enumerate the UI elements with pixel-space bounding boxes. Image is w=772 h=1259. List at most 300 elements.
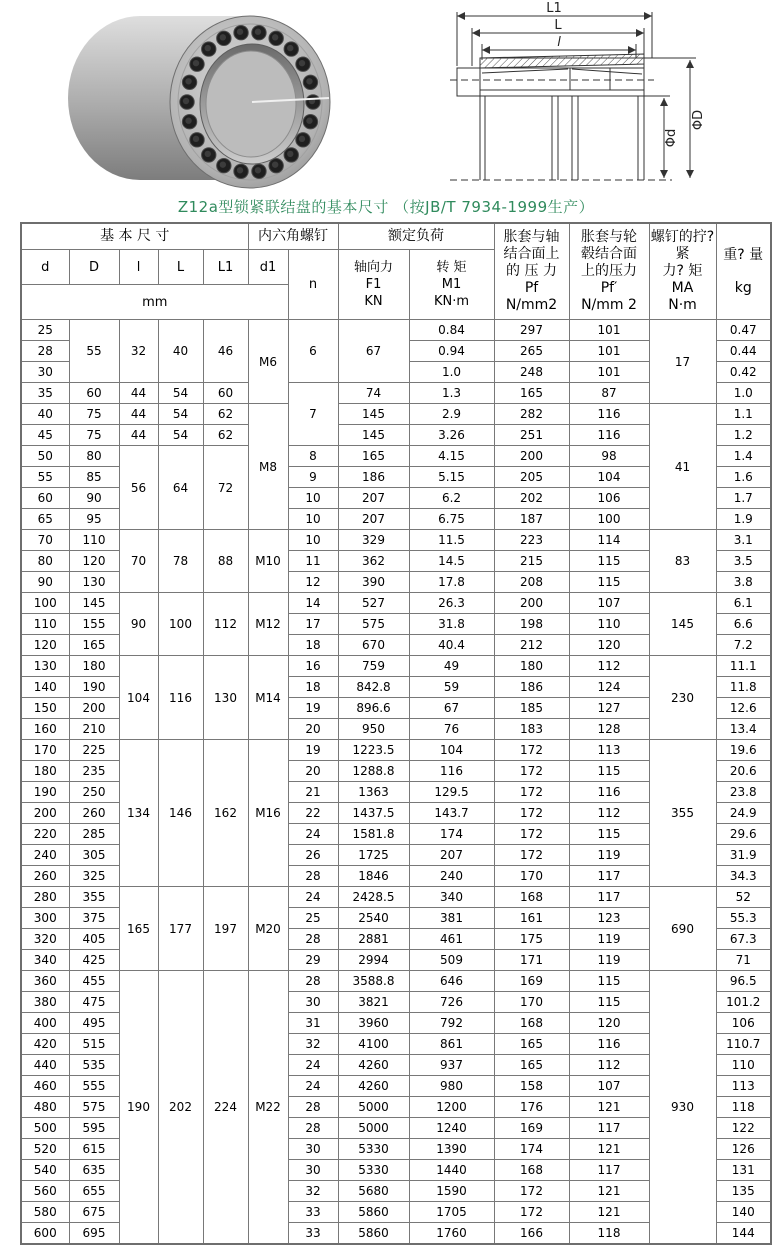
table-cell: 17 xyxy=(288,614,338,635)
table-cell: 116 xyxy=(569,425,649,446)
table-cell: 112 xyxy=(203,593,248,656)
table-cell: 100 xyxy=(569,509,649,530)
table-cell: 119 xyxy=(569,845,649,866)
table-cell: 2428.5 xyxy=(338,887,409,908)
table-cell: 230 xyxy=(649,656,716,740)
table-cell: 11.8 xyxy=(716,677,771,698)
table-cell: 170 xyxy=(21,740,69,761)
table-cell: 185 xyxy=(494,698,569,719)
table-cell: 31.8 xyxy=(409,614,494,635)
header-tightening-torque xyxy=(649,223,716,320)
table-cell: 560 xyxy=(21,1181,69,1202)
table-cell: 4260 xyxy=(338,1076,409,1097)
table-cell: 980 xyxy=(409,1076,494,1097)
table-cell: 67.3 xyxy=(716,929,771,950)
table-cell: 3821 xyxy=(338,992,409,1013)
table-cell: 161 xyxy=(494,908,569,929)
header-hex-screws: 内六角螺钉 xyxy=(248,223,338,250)
table-cell: 1.3 xyxy=(409,383,494,404)
dim-label-L: L xyxy=(554,18,562,33)
table-cell: 2540 xyxy=(338,908,409,929)
table-row xyxy=(21,740,771,761)
table-cell: 33 xyxy=(288,1202,338,1223)
table-cell: 128 xyxy=(569,719,649,740)
table-cell: 95 xyxy=(69,509,119,530)
table-cell: 172 xyxy=(494,803,569,824)
col-D: D xyxy=(69,250,119,285)
table-cell: 340 xyxy=(409,887,494,908)
table-cell: 169 xyxy=(494,971,569,992)
table-cell: 88 xyxy=(203,530,248,593)
table-cell: 87 xyxy=(569,383,649,404)
table-cell: 24 xyxy=(288,824,338,845)
table-cell: 162 xyxy=(203,740,248,887)
table-cell: 2.9 xyxy=(409,404,494,425)
table-cell: 120 xyxy=(21,635,69,656)
table-cell: 90 xyxy=(69,488,119,509)
table-cell: 635 xyxy=(69,1160,119,1181)
table-cell: 104 xyxy=(569,467,649,488)
table-cell: 405 xyxy=(69,929,119,950)
table-cell: 655 xyxy=(69,1181,119,1202)
table-cell: 107 xyxy=(569,1076,649,1097)
table-cell: 5330 xyxy=(338,1139,409,1160)
header-line: N/mm 2 xyxy=(581,297,637,313)
table-cell: 110 xyxy=(21,614,69,635)
table-cell: 126 xyxy=(716,1139,771,1160)
table-cell: 28 xyxy=(21,341,69,362)
col-d: d xyxy=(21,250,69,285)
table-cell: 355 xyxy=(69,887,119,908)
table-cell: 400 xyxy=(21,1013,69,1034)
table-cell: 172 xyxy=(494,1181,569,1202)
table-cell: 190 xyxy=(119,971,158,1245)
table-cell: 32 xyxy=(288,1034,338,1055)
table-cell: 3588.8 xyxy=(338,971,409,992)
table-cell: 55.3 xyxy=(716,908,771,929)
table-cell: 116 xyxy=(569,782,649,803)
col-L: L xyxy=(158,250,203,285)
table-cell: 10 xyxy=(288,509,338,530)
table-cell: 475 xyxy=(69,992,119,1013)
table-cell: 115 xyxy=(569,551,649,572)
table-cell: 49 xyxy=(409,656,494,677)
table-cell: 113 xyxy=(569,740,649,761)
header-line: 上的压力 xyxy=(581,263,637,279)
header-line: 力? 矩 xyxy=(662,263,703,279)
table-cell: 41 xyxy=(649,404,716,530)
table-cell: 937 xyxy=(409,1055,494,1076)
table-cell: 4100 xyxy=(338,1034,409,1055)
table-cell: 120 xyxy=(569,635,649,656)
figures-area xyxy=(0,0,772,222)
table-cell: 155 xyxy=(69,614,119,635)
table-row xyxy=(21,593,771,614)
table-cell: 26 xyxy=(288,845,338,866)
table-cell: 4.15 xyxy=(409,446,494,467)
table-cell: 24 xyxy=(288,887,338,908)
table-cell: 80 xyxy=(21,551,69,572)
table-cell: 130 xyxy=(203,656,248,740)
table-cell: 300 xyxy=(21,908,69,929)
table-cell: 1581.8 xyxy=(338,824,409,845)
header-line: M1 xyxy=(441,277,462,292)
dim-label-L1: L1 xyxy=(546,1,562,16)
table-cell: 175 xyxy=(494,929,569,950)
table-cell: 646 xyxy=(409,971,494,992)
table-cell: 22 xyxy=(288,803,338,824)
dim-label-l: l xyxy=(557,35,561,50)
spec-table-header xyxy=(21,223,771,320)
table-cell: 212 xyxy=(494,635,569,656)
table-cell: 165 xyxy=(69,635,119,656)
table-cell: 200 xyxy=(494,593,569,614)
table-cell: 5000 xyxy=(338,1097,409,1118)
header-basic-dimensions: 基 本 尺 寸 xyxy=(21,223,248,250)
table-cell: 29.6 xyxy=(716,824,771,845)
table-cell: 210 xyxy=(69,719,119,740)
table-cell: 500 xyxy=(21,1118,69,1139)
table-cell: M8 xyxy=(248,404,288,530)
table-cell: 59 xyxy=(409,677,494,698)
table-cell: 78 xyxy=(158,530,203,593)
table-cell: 112 xyxy=(569,1055,649,1076)
table-cell: 74 xyxy=(338,383,409,404)
table-cell: 80 xyxy=(69,446,119,467)
table-cell: 0.42 xyxy=(716,362,771,383)
table-cell: 96.5 xyxy=(716,971,771,992)
table-cell: 124 xyxy=(569,677,649,698)
table-cell: 792 xyxy=(409,1013,494,1034)
product-photo xyxy=(52,6,364,198)
table-cell: 10 xyxy=(288,488,338,509)
table-cell: 17 xyxy=(649,320,716,404)
table-cell: 535 xyxy=(69,1055,119,1076)
dim-label-phi-d: Φd xyxy=(664,128,679,148)
table-cell: 110 xyxy=(69,530,119,551)
table-cell: 515 xyxy=(69,1034,119,1055)
table-cell: 174 xyxy=(494,1139,569,1160)
table-cell: 575 xyxy=(338,614,409,635)
header-axial-force xyxy=(338,250,409,320)
table-cell: 121 xyxy=(569,1202,649,1223)
table-cell: 520 xyxy=(21,1139,69,1160)
table-cell: 56 xyxy=(119,446,158,530)
table-cell: 40 xyxy=(158,320,203,383)
table-cell: 120 xyxy=(69,551,119,572)
table-cell: 595 xyxy=(69,1118,119,1139)
table-row xyxy=(21,971,771,992)
table-cell: 5680 xyxy=(338,1181,409,1202)
table-cell: 0.84 xyxy=(409,320,494,341)
table-cell: 44 xyxy=(119,425,158,446)
table-cell: 145 xyxy=(338,425,409,446)
table-row xyxy=(21,404,771,425)
table-cell: 187 xyxy=(494,509,569,530)
table-cell: 165 xyxy=(494,1055,569,1076)
table-cell: 340 xyxy=(21,950,69,971)
table-cell: 62 xyxy=(203,404,248,425)
table-cell: 174 xyxy=(409,824,494,845)
table-cell: 355 xyxy=(649,740,716,887)
table-cell: 207 xyxy=(409,845,494,866)
table-cell: 17.8 xyxy=(409,572,494,593)
table-cell: 600 xyxy=(21,1223,69,1245)
table-cell: 76 xyxy=(409,719,494,740)
table-cell: 60 xyxy=(203,383,248,404)
header-line: 螺钉的拧? xyxy=(650,229,715,245)
table-cell: 690 xyxy=(649,887,716,971)
table-cell: 325 xyxy=(69,866,119,887)
col-L1: L1 xyxy=(203,250,248,285)
table-cell: 72 xyxy=(203,446,248,530)
table-cell: 25 xyxy=(21,320,69,341)
table-cell: 297 xyxy=(494,320,569,341)
table-cell: 28 xyxy=(288,929,338,950)
table-cell: 172 xyxy=(494,1202,569,1223)
table-cell: 360 xyxy=(21,971,69,992)
table-cell: 1.2 xyxy=(716,425,771,446)
header-line: Pf xyxy=(524,280,539,296)
table-cell: 116 xyxy=(569,404,649,425)
table-cell: 143.7 xyxy=(409,803,494,824)
table-cell: 83 xyxy=(649,530,716,593)
table-cell: 759 xyxy=(338,656,409,677)
table-cell: M6 xyxy=(248,320,288,404)
header-line: 胀套与轴 xyxy=(503,229,560,245)
table-cell: 207 xyxy=(338,488,409,509)
table-cell: 480 xyxy=(21,1097,69,1118)
table-cell: 110 xyxy=(569,614,649,635)
table-cell: 25 xyxy=(288,908,338,929)
table-cell: 122 xyxy=(716,1118,771,1139)
table-cell: 118 xyxy=(716,1097,771,1118)
table-cell: 240 xyxy=(21,845,69,866)
header-line: MA xyxy=(671,280,694,296)
table-cell: 240 xyxy=(409,866,494,887)
header-line: Pf′ xyxy=(600,280,618,296)
table-cell: 106 xyxy=(569,488,649,509)
table-cell: 123 xyxy=(569,908,649,929)
table-cell: 172 xyxy=(494,761,569,782)
table-cell: 11.1 xyxy=(716,656,771,677)
table-cell: 208 xyxy=(494,572,569,593)
table-cell: 85 xyxy=(69,467,119,488)
table-cell: 280 xyxy=(21,887,69,908)
table-cell: 150 xyxy=(21,698,69,719)
table-cell: 0.44 xyxy=(716,341,771,362)
table-cell: 3.8 xyxy=(716,572,771,593)
table-cell: 34.3 xyxy=(716,866,771,887)
table-cell: 71 xyxy=(716,950,771,971)
table-cell: 134 xyxy=(119,740,158,887)
table-cell: 18 xyxy=(288,635,338,656)
table-cell: 1.0 xyxy=(716,383,771,404)
table-cell: 140 xyxy=(21,677,69,698)
table-cell: 171 xyxy=(494,950,569,971)
table-cell: 112 xyxy=(569,656,649,677)
table-cell: 5330 xyxy=(338,1160,409,1181)
table-cell: 575 xyxy=(69,1097,119,1118)
table-cell: 1.1 xyxy=(716,404,771,425)
table-cell: 1288.8 xyxy=(338,761,409,782)
table-cell: 130 xyxy=(69,572,119,593)
table-cell: 101 xyxy=(569,341,649,362)
table-cell: 19 xyxy=(288,740,338,761)
table-cell: 75 xyxy=(69,425,119,446)
spec-table xyxy=(20,222,772,1245)
table-cell: 24 xyxy=(288,1055,338,1076)
table-cell: 200 xyxy=(69,698,119,719)
table-cell: 60 xyxy=(21,488,69,509)
table-cell: 177 xyxy=(158,887,203,971)
header-pressure-shaft xyxy=(494,223,569,320)
table-cell: 165 xyxy=(494,383,569,404)
table-cell: 165 xyxy=(338,446,409,467)
table-cell: 129.5 xyxy=(409,782,494,803)
table-cell: 44 xyxy=(119,404,158,425)
table-cell: 8 xyxy=(288,446,338,467)
table-cell: 115 xyxy=(569,971,649,992)
table-cell: 28 xyxy=(288,1118,338,1139)
table-cell: 169 xyxy=(494,1118,569,1139)
table-cell: 7.2 xyxy=(716,635,771,656)
table-cell: 440 xyxy=(21,1055,69,1076)
table-cell: 190 xyxy=(69,677,119,698)
col-l: l xyxy=(119,250,158,285)
table-cell: 3.5 xyxy=(716,551,771,572)
table-cell: 675 xyxy=(69,1202,119,1223)
header-line: 的 压 力 xyxy=(506,263,557,279)
table-cell: 117 xyxy=(569,866,649,887)
table-cell: 320 xyxy=(21,929,69,950)
table-cell: 375 xyxy=(69,908,119,929)
table-cell: 180 xyxy=(21,761,69,782)
table-cell: M22 xyxy=(248,971,288,1245)
table-cell: 107 xyxy=(569,593,649,614)
col-n: n xyxy=(288,250,338,320)
table-cell: 1437.5 xyxy=(338,803,409,824)
table-cell: 527 xyxy=(338,593,409,614)
table-cell: 1846 xyxy=(338,866,409,887)
table-cell: 33 xyxy=(288,1223,338,1245)
table-cell: 30 xyxy=(288,1160,338,1181)
header-line: 胀套与轮 xyxy=(581,229,637,245)
table-cell: 100 xyxy=(21,593,69,614)
table-cell: 425 xyxy=(69,950,119,971)
table-cell: 6.75 xyxy=(409,509,494,530)
table-cell: 555 xyxy=(69,1076,119,1097)
page-title: Z12a型锁紧联结盘的基本尺寸 （按JB/T 7934-1999生产） xyxy=(177,198,595,216)
table-cell: 104 xyxy=(119,656,158,740)
table-cell: 1223.5 xyxy=(338,740,409,761)
table-cell: 540 xyxy=(21,1160,69,1181)
table-cell: 14 xyxy=(288,593,338,614)
table-cell: 101.2 xyxy=(716,992,771,1013)
header-line: 毂结合面 xyxy=(581,246,637,262)
table-cell: 7 xyxy=(288,383,338,446)
table-cell: 20 xyxy=(288,719,338,740)
table-cell: 202 xyxy=(158,971,203,1245)
table-cell: 130 xyxy=(21,656,69,677)
table-cell: 248 xyxy=(494,362,569,383)
table-cell: 46 xyxy=(203,320,248,383)
table-cell: 100 xyxy=(158,593,203,656)
table-cell: 5860 xyxy=(338,1223,409,1245)
table-cell: 5000 xyxy=(338,1118,409,1139)
table-cell: 158 xyxy=(494,1076,569,1097)
table-cell: 0.94 xyxy=(409,341,494,362)
header-line: 轴向力 xyxy=(353,260,393,275)
table-cell: 186 xyxy=(494,677,569,698)
table-cell: 50 xyxy=(21,446,69,467)
header-line: N/mm2 xyxy=(505,297,558,313)
table-cell: 460 xyxy=(21,1076,69,1097)
table-cell: M14 xyxy=(248,656,288,740)
table-cell: 117 xyxy=(569,1118,649,1139)
table-cell: 52 xyxy=(716,887,771,908)
table-cell: 200 xyxy=(21,803,69,824)
table-cell: 180 xyxy=(494,656,569,677)
table-cell: 116 xyxy=(158,656,203,740)
table-cell: 101 xyxy=(569,362,649,383)
table-cell: 251 xyxy=(494,425,569,446)
table-cell: 70 xyxy=(119,530,158,593)
table-cell: 726 xyxy=(409,992,494,1013)
table-cell: 930 xyxy=(649,971,716,1245)
table-cell: 54 xyxy=(158,383,203,404)
table-cell: 180 xyxy=(69,656,119,677)
table-cell: 54 xyxy=(158,425,203,446)
table-cell: 165 xyxy=(119,887,158,971)
table-row xyxy=(21,530,771,551)
table-cell: 145 xyxy=(649,593,716,656)
spec-table-body xyxy=(21,320,771,1245)
table-cell: 176 xyxy=(494,1097,569,1118)
table-cell: 1705 xyxy=(409,1202,494,1223)
table-cell: 12 xyxy=(288,572,338,593)
table-cell: 20.6 xyxy=(716,761,771,782)
header-torque xyxy=(409,250,494,320)
table-cell: 381 xyxy=(409,908,494,929)
table-cell: 60 xyxy=(69,383,119,404)
table-cell: 6.2 xyxy=(409,488,494,509)
table-cell: 168 xyxy=(494,1013,569,1034)
table-cell: 420 xyxy=(21,1034,69,1055)
table-cell: 20 xyxy=(288,761,338,782)
table-cell: 55 xyxy=(69,320,119,383)
table-cell: 24 xyxy=(288,1076,338,1097)
table-cell: M10 xyxy=(248,530,288,593)
table-cell: 950 xyxy=(338,719,409,740)
table-cell: 116 xyxy=(569,1034,649,1055)
table-cell: 144 xyxy=(716,1223,771,1245)
table-cell: 121 xyxy=(569,1181,649,1202)
table-cell: 380 xyxy=(21,992,69,1013)
table-cell: 19.6 xyxy=(716,740,771,761)
table-row xyxy=(21,656,771,677)
table-cell: 202 xyxy=(494,488,569,509)
table-cell: 31 xyxy=(288,1013,338,1034)
table-cell: 172 xyxy=(494,782,569,803)
header-line: KN·m xyxy=(433,294,470,309)
table-cell: 115 xyxy=(569,824,649,845)
table-cell: 205 xyxy=(494,467,569,488)
table-cell: 110.7 xyxy=(716,1034,771,1055)
table-cell: 127 xyxy=(569,698,649,719)
table-cell: 165 xyxy=(494,1034,569,1055)
table-cell: M16 xyxy=(248,740,288,887)
